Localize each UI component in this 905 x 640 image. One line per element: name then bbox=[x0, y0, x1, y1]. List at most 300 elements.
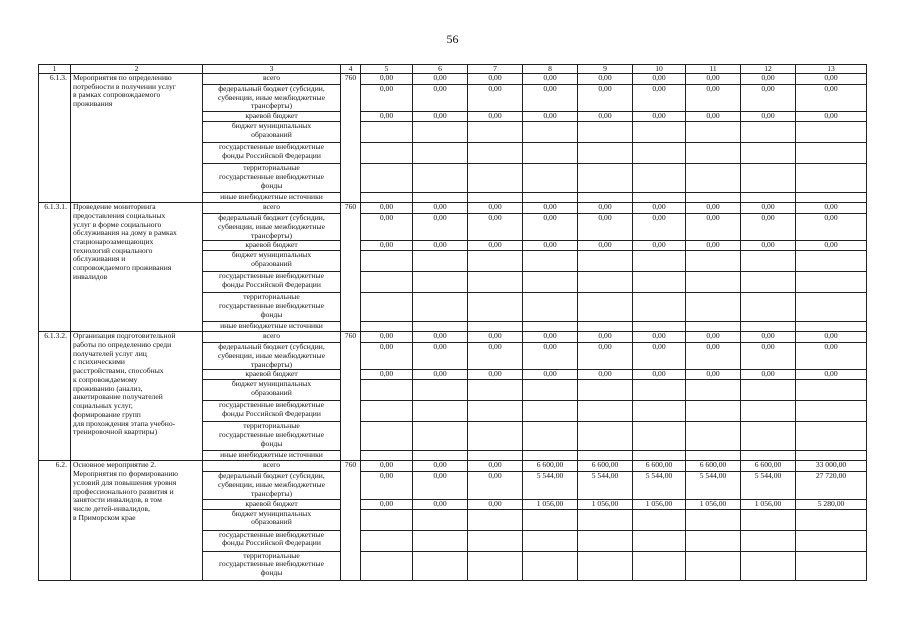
funding-source-line: федеральный бюджет (субсидии, bbox=[218, 84, 325, 93]
value-cell: 0,00 bbox=[523, 74, 578, 85]
measure-name-line: технологий социального bbox=[73, 245, 153, 255]
measure-name bbox=[71, 461, 203, 580]
empty-value-cell bbox=[523, 401, 578, 422]
value-cell: 0,00 bbox=[523, 332, 578, 343]
empty-value-cell bbox=[686, 401, 741, 422]
empty-value-cell bbox=[741, 293, 796, 322]
value-cell: 1 056,00 bbox=[686, 499, 741, 509]
empty-value-cell bbox=[413, 530, 468, 551]
value-cell: 0,00 bbox=[741, 343, 796, 370]
empty-value-cell bbox=[633, 451, 686, 461]
empty-value-cell bbox=[523, 193, 578, 203]
funding-source-line: всего bbox=[262, 460, 281, 470]
empty-value-cell bbox=[523, 380, 578, 401]
funding-source-line: фонды Российской Федерации bbox=[222, 150, 321, 160]
funding-source-line: трансферты) bbox=[250, 488, 293, 498]
value-cell: 0,00 bbox=[361, 343, 413, 370]
empty-value-cell bbox=[686, 380, 741, 401]
value-cell: 0,00 bbox=[523, 112, 578, 122]
value-cell: 0,00 bbox=[796, 343, 867, 370]
value-cell: 0,00 bbox=[686, 370, 741, 380]
measure-name-line: Организация подготовительной bbox=[73, 331, 176, 341]
empty-value-cell bbox=[633, 143, 686, 164]
value-cell: 0,00 bbox=[468, 112, 523, 122]
empty-value-cell bbox=[686, 193, 741, 203]
empty-value-cell bbox=[468, 380, 523, 401]
empty-value-cell bbox=[796, 272, 867, 293]
funding-source-line: государственные внебюджетные bbox=[218, 400, 325, 410]
budget-table bbox=[38, 64, 867, 581]
empty-value-cell bbox=[741, 322, 796, 332]
value-cell: 0,00 bbox=[633, 241, 686, 251]
funding-source bbox=[203, 112, 341, 122]
value-cell: 27 720,00 bbox=[796, 472, 867, 499]
measure-name-line: предоставления социальных bbox=[73, 210, 166, 220]
funding-source-line: государственные внебюджетные bbox=[218, 171, 325, 181]
funding-source bbox=[203, 203, 341, 214]
measure-name-line: проживанию (анализ, bbox=[73, 383, 143, 393]
value-cell: 0,00 bbox=[578, 214, 633, 241]
empty-value-cell bbox=[686, 164, 741, 193]
empty-value-cell bbox=[578, 322, 633, 332]
value-cell: 0,00 bbox=[796, 203, 867, 214]
funding-source-line: бюджет муниципальных bbox=[231, 250, 312, 260]
executor-code: 760 bbox=[341, 74, 361, 203]
empty-value-cell bbox=[741, 193, 796, 203]
measure-name-line: социальных услуг, bbox=[73, 401, 133, 411]
value-cell: 0,00 bbox=[633, 343, 686, 370]
column-header: 3 bbox=[203, 65, 341, 74]
funding-source bbox=[203, 370, 341, 380]
header-row bbox=[39, 65, 867, 74]
empty-value-cell bbox=[361, 509, 413, 530]
empty-value-cell bbox=[361, 322, 413, 332]
value-cell: 0,00 bbox=[468, 499, 523, 509]
empty-value-cell bbox=[468, 193, 523, 203]
funding-source-line: субвенции, иные межбюджетные bbox=[217, 221, 325, 231]
funding-source-line: территориальные bbox=[243, 163, 300, 173]
funding-source bbox=[203, 241, 341, 251]
empty-value-cell bbox=[578, 422, 633, 451]
measure-name bbox=[71, 74, 203, 203]
measure-number: 6.1.3.1. bbox=[39, 203, 71, 332]
measure-number: 6.1.3.2. bbox=[39, 332, 71, 461]
value-cell: 0,00 bbox=[523, 343, 578, 370]
value-cell: 0,00 bbox=[741, 241, 796, 251]
funding-source-line: трансферты) bbox=[250, 101, 293, 111]
value-cell: 0,00 bbox=[361, 370, 413, 380]
empty-value-cell bbox=[361, 164, 413, 193]
funding-source-line: территориальные bbox=[243, 421, 300, 431]
funding-source-line: образований bbox=[251, 517, 292, 527]
value-cell: 5 544,00 bbox=[523, 472, 578, 499]
value-cell: 0,00 bbox=[361, 332, 413, 343]
empty-value-cell bbox=[523, 322, 578, 332]
funding-source bbox=[203, 551, 341, 580]
column-header: 10 bbox=[633, 65, 686, 74]
value-cell: 0,00 bbox=[633, 74, 686, 85]
empty-value-cell bbox=[523, 293, 578, 322]
empty-value-cell bbox=[741, 164, 796, 193]
measure-name-line: для прохождения этапа учебно- bbox=[73, 418, 176, 428]
value-cell: 0,00 bbox=[796, 214, 867, 241]
empty-value-cell bbox=[796, 380, 867, 401]
empty-value-cell bbox=[633, 164, 686, 193]
empty-value-cell bbox=[523, 451, 578, 461]
column-header: 9 bbox=[578, 65, 633, 74]
value-cell: 0,00 bbox=[796, 241, 867, 251]
empty-value-cell bbox=[468, 272, 523, 293]
value-cell: 0,00 bbox=[361, 85, 413, 112]
value-cell: 0,00 bbox=[686, 112, 741, 122]
empty-value-cell bbox=[578, 193, 633, 203]
empty-value-cell bbox=[686, 251, 741, 272]
empty-value-cell bbox=[633, 251, 686, 272]
empty-value-cell bbox=[578, 380, 633, 401]
value-cell: 0,00 bbox=[633, 203, 686, 214]
empty-value-cell bbox=[633, 293, 686, 322]
executor-code: 760 bbox=[341, 461, 361, 580]
measure-name-line: условий для повышения уровня bbox=[73, 477, 177, 487]
empty-value-cell bbox=[468, 293, 523, 322]
empty-value-cell bbox=[413, 164, 468, 193]
value-cell: 0,00 bbox=[796, 332, 867, 343]
measure-number: 6.2. bbox=[39, 461, 71, 580]
measure-name-line: инвалидов bbox=[73, 271, 108, 281]
empty-value-cell bbox=[796, 322, 867, 332]
empty-value-cell bbox=[578, 272, 633, 293]
funding-source-line: субвенции, иные межбюджетные bbox=[217, 92, 325, 102]
measure-name-line: формирование групп bbox=[73, 409, 141, 419]
value-cell: 0,00 bbox=[578, 241, 633, 251]
funding-source-line: образований bbox=[251, 259, 292, 269]
empty-value-cell bbox=[686, 551, 741, 580]
value-cell: 0,00 bbox=[633, 85, 686, 112]
empty-value-cell bbox=[686, 293, 741, 322]
funding-source-line: государственные внебюджетные bbox=[218, 530, 325, 539]
empty-value-cell bbox=[578, 401, 633, 422]
empty-value-cell bbox=[361, 143, 413, 164]
empty-value-cell bbox=[413, 143, 468, 164]
funding-source bbox=[203, 461, 341, 472]
empty-value-cell bbox=[796, 401, 867, 422]
empty-value-cell bbox=[796, 509, 867, 530]
empty-value-cell bbox=[413, 193, 468, 203]
value-cell: 0,00 bbox=[361, 74, 413, 85]
measure-number: 6.1.3. bbox=[39, 74, 71, 203]
executor-code: 760 bbox=[341, 332, 361, 461]
measure-name-line: Основное мероприятие 2. bbox=[73, 460, 157, 470]
measure-name-line: тренировочной квартиры) bbox=[73, 427, 158, 437]
funding-source bbox=[203, 214, 341, 241]
funding-source-line: субвенции, иные межбюджетные bbox=[217, 351, 325, 361]
empty-value-cell bbox=[413, 272, 468, 293]
value-cell: 0,00 bbox=[633, 332, 686, 343]
value-cell: 0,00 bbox=[578, 112, 633, 122]
empty-value-cell bbox=[578, 293, 633, 322]
page-number: 56 bbox=[446, 32, 459, 46]
empty-value-cell bbox=[633, 422, 686, 451]
empty-value-cell bbox=[413, 251, 468, 272]
funding-source-line: территориальные bbox=[243, 292, 300, 302]
funding-source-line: государственные внебюджетные bbox=[218, 301, 325, 311]
empty-value-cell bbox=[741, 122, 796, 143]
measure-name-line: Мероприятия по формированию bbox=[73, 469, 179, 479]
funding-source bbox=[203, 401, 341, 422]
column-header: 13 bbox=[796, 65, 867, 74]
empty-value-cell bbox=[633, 401, 686, 422]
empty-value-cell bbox=[578, 509, 633, 530]
value-cell: 0,00 bbox=[686, 203, 741, 214]
empty-value-cell bbox=[468, 122, 523, 143]
funding-source bbox=[203, 143, 341, 164]
empty-value-cell bbox=[633, 551, 686, 580]
empty-value-cell bbox=[468, 551, 523, 580]
measure-name-line: обслуживания и bbox=[73, 254, 126, 264]
funding-source-line: фонды Российской Федерации bbox=[222, 409, 321, 419]
empty-value-cell bbox=[468, 509, 523, 530]
measure-name bbox=[71, 203, 203, 332]
measure-name-line: анкетирование получателей bbox=[73, 392, 163, 402]
measure-name-line: к сопровождаемому bbox=[73, 374, 138, 384]
funding-source-line: фонды bbox=[260, 309, 283, 319]
value-cell: 0,00 bbox=[361, 472, 413, 499]
funding-source-line: федеральный бюджет (субсидии, bbox=[218, 471, 325, 481]
value-cell: 0,00 bbox=[361, 461, 413, 472]
empty-value-cell bbox=[361, 380, 413, 401]
column-header: 2 bbox=[71, 65, 203, 74]
value-cell: 5 544,00 bbox=[633, 472, 686, 499]
value-cell: 0,00 bbox=[468, 332, 523, 343]
value-cell: 0,00 bbox=[741, 332, 796, 343]
funding-source bbox=[203, 530, 341, 551]
measure-name-line: с психическими bbox=[73, 357, 125, 367]
value-cell: 6 600,00 bbox=[741, 461, 796, 472]
measure-name-line: профессионального развития и bbox=[73, 486, 174, 496]
table-row bbox=[39, 74, 867, 85]
measure-name-line: Мероприятия по определению bbox=[73, 73, 172, 82]
empty-value-cell bbox=[361, 551, 413, 580]
funding-source-line: иные внебюджетные источники bbox=[220, 192, 323, 202]
empty-value-cell bbox=[361, 401, 413, 422]
empty-value-cell bbox=[686, 122, 741, 143]
empty-value-cell bbox=[468, 143, 523, 164]
column-header: 4 bbox=[341, 65, 361, 74]
empty-value-cell bbox=[741, 401, 796, 422]
funding-source-line: государственные внебюджетные bbox=[218, 559, 325, 569]
value-cell: 0,00 bbox=[468, 74, 523, 85]
empty-value-cell bbox=[361, 272, 413, 293]
funding-source bbox=[203, 499, 341, 509]
funding-source-line: фонды Российской Федерации bbox=[222, 538, 321, 548]
empty-value-cell bbox=[413, 509, 468, 530]
value-cell: 0,00 bbox=[413, 332, 468, 343]
empty-value-cell bbox=[523, 272, 578, 293]
funding-source bbox=[203, 451, 341, 461]
funding-source-line: краевой бюджет bbox=[245, 499, 298, 508]
value-cell: 0,00 bbox=[413, 499, 468, 509]
value-cell: 6 600,00 bbox=[633, 461, 686, 472]
measure-name bbox=[71, 332, 203, 461]
measure-name-line: Проведение мониторинга bbox=[73, 202, 156, 212]
empty-value-cell bbox=[523, 530, 578, 551]
empty-value-cell bbox=[578, 451, 633, 461]
value-cell: 5 544,00 bbox=[741, 472, 796, 499]
measure-name-line: обслуживания на дому в рамках bbox=[73, 228, 177, 238]
funding-source-line: образований bbox=[251, 388, 292, 398]
empty-value-cell bbox=[633, 193, 686, 203]
empty-value-cell bbox=[741, 530, 796, 551]
measure-name-line: сопровождаемого проживания bbox=[73, 263, 172, 273]
funding-source bbox=[203, 164, 341, 193]
funding-source-line: всего bbox=[262, 73, 281, 82]
empty-value-cell bbox=[741, 380, 796, 401]
empty-value-cell bbox=[686, 143, 741, 164]
table-row bbox=[39, 203, 867, 214]
funding-source-line: образований bbox=[251, 129, 292, 139]
empty-value-cell bbox=[413, 401, 468, 422]
empty-value-cell bbox=[468, 401, 523, 422]
funding-source-line: иные внебюджетные источники bbox=[220, 321, 323, 331]
table-row bbox=[39, 332, 867, 343]
empty-value-cell bbox=[523, 164, 578, 193]
value-cell: 0,00 bbox=[361, 203, 413, 214]
value-cell: 0,00 bbox=[413, 112, 468, 122]
empty-value-cell bbox=[523, 122, 578, 143]
table-row bbox=[39, 461, 867, 472]
empty-value-cell bbox=[523, 143, 578, 164]
value-cell: 0,00 bbox=[468, 343, 523, 370]
empty-value-cell bbox=[741, 451, 796, 461]
value-cell: 0,00 bbox=[468, 241, 523, 251]
value-cell: 33 000,00 bbox=[796, 461, 867, 472]
column-header: 6 bbox=[413, 65, 468, 74]
empty-value-cell bbox=[413, 551, 468, 580]
funding-source-line: трансферты) bbox=[250, 230, 293, 240]
value-cell: 0,00 bbox=[361, 112, 413, 122]
funding-source bbox=[203, 472, 341, 499]
value-cell: 0,00 bbox=[523, 214, 578, 241]
measure-name-line: стационарозамещающих bbox=[73, 237, 154, 247]
funding-source bbox=[203, 122, 341, 143]
value-cell: 0,00 bbox=[578, 85, 633, 112]
empty-value-cell bbox=[468, 164, 523, 193]
funding-source-line: бюджет муниципальных bbox=[231, 121, 312, 131]
empty-value-cell bbox=[523, 509, 578, 530]
funding-source-line: субвенции, иные межбюджетные bbox=[217, 480, 325, 490]
value-cell: 0,00 bbox=[741, 112, 796, 122]
value-cell: 0,00 bbox=[578, 74, 633, 85]
empty-value-cell bbox=[413, 422, 468, 451]
empty-value-cell bbox=[796, 164, 867, 193]
column-header: 7 bbox=[468, 65, 523, 74]
value-cell: 6 600,00 bbox=[578, 461, 633, 472]
funding-source bbox=[203, 343, 341, 370]
funding-source-line: фонды bbox=[260, 438, 283, 448]
value-cell: 0,00 bbox=[468, 85, 523, 112]
value-cell: 1 056,00 bbox=[578, 499, 633, 509]
empty-value-cell bbox=[741, 551, 796, 580]
funding-source bbox=[203, 193, 341, 203]
empty-value-cell bbox=[361, 293, 413, 322]
empty-value-cell bbox=[578, 164, 633, 193]
empty-value-cell bbox=[468, 251, 523, 272]
funding-source-line: бюджет муниципальных bbox=[231, 379, 312, 389]
value-cell: 0,00 bbox=[523, 85, 578, 112]
empty-value-cell bbox=[578, 143, 633, 164]
value-cell: 0,00 bbox=[686, 241, 741, 251]
empty-value-cell bbox=[633, 122, 686, 143]
empty-value-cell bbox=[741, 251, 796, 272]
empty-value-cell bbox=[523, 422, 578, 451]
measure-name-line: проживания bbox=[73, 99, 113, 109]
empty-value-cell bbox=[633, 322, 686, 332]
value-cell: 0,00 bbox=[796, 112, 867, 122]
value-cell: 0,00 bbox=[741, 370, 796, 380]
empty-value-cell bbox=[686, 272, 741, 293]
funding-source bbox=[203, 293, 341, 322]
empty-value-cell bbox=[796, 193, 867, 203]
funding-source-line: бюджет муниципальных bbox=[231, 509, 312, 518]
value-cell: 0,00 bbox=[633, 370, 686, 380]
value-cell: 6 600,00 bbox=[686, 461, 741, 472]
measure-name-line: потребности в получении услуг bbox=[73, 81, 176, 91]
value-cell: 0,00 bbox=[796, 370, 867, 380]
empty-value-cell bbox=[523, 251, 578, 272]
empty-value-cell bbox=[796, 143, 867, 164]
value-cell: 0,00 bbox=[468, 370, 523, 380]
value-cell: 0,00 bbox=[741, 85, 796, 112]
value-cell: 0,00 bbox=[741, 74, 796, 85]
value-cell: 0,00 bbox=[578, 343, 633, 370]
value-cell: 0,00 bbox=[578, 332, 633, 343]
empty-value-cell bbox=[468, 530, 523, 551]
value-cell: 0,00 bbox=[468, 461, 523, 472]
value-cell: 0,00 bbox=[468, 472, 523, 499]
measure-name-line: расстройствами, способных bbox=[73, 366, 164, 376]
value-cell: 0,00 bbox=[686, 85, 741, 112]
empty-value-cell bbox=[361, 251, 413, 272]
measure-name-line: услуг в форме социального bbox=[73, 219, 162, 229]
funding-source-line: краевой бюджет bbox=[245, 240, 298, 250]
value-cell: 0,00 bbox=[413, 343, 468, 370]
empty-value-cell bbox=[686, 530, 741, 551]
empty-value-cell bbox=[578, 530, 633, 551]
empty-value-cell bbox=[796, 251, 867, 272]
empty-value-cell bbox=[741, 422, 796, 451]
empty-value-cell bbox=[796, 122, 867, 143]
value-cell: 0,00 bbox=[413, 241, 468, 251]
empty-value-cell bbox=[686, 451, 741, 461]
empty-value-cell bbox=[796, 530, 867, 551]
empty-value-cell bbox=[633, 272, 686, 293]
value-cell: 0,00 bbox=[578, 203, 633, 214]
empty-value-cell bbox=[741, 272, 796, 293]
measure-name-line: в Приморском крае bbox=[73, 512, 136, 522]
measure-name-line: числе детей-инвалидов, bbox=[73, 504, 150, 514]
value-cell: 0,00 bbox=[413, 461, 468, 472]
funding-source bbox=[203, 380, 341, 401]
empty-value-cell bbox=[413, 322, 468, 332]
value-cell: 0,00 bbox=[361, 499, 413, 509]
funding-source bbox=[203, 322, 341, 332]
value-cell: 0,00 bbox=[413, 370, 468, 380]
value-cell: 5 280,00 bbox=[796, 499, 867, 509]
value-cell: 5 544,00 bbox=[578, 472, 633, 499]
empty-value-cell bbox=[633, 509, 686, 530]
empty-value-cell bbox=[361, 122, 413, 143]
value-cell: 0,00 bbox=[523, 203, 578, 214]
